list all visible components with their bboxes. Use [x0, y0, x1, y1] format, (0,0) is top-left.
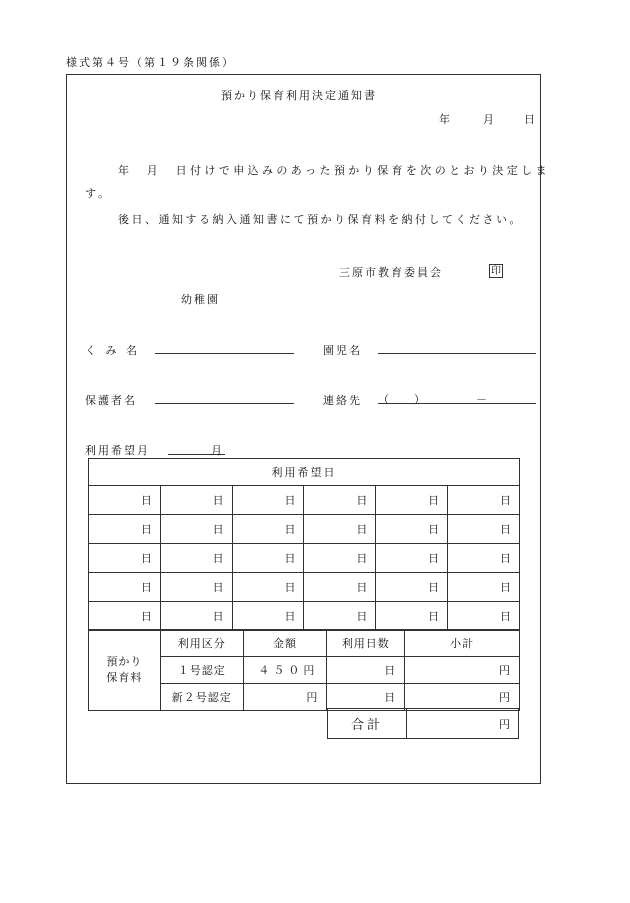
date-day: 日 [524, 113, 535, 126]
day-cell[interactable]: 日 [89, 573, 161, 602]
day-cell[interactable]: 日 [160, 515, 232, 544]
day-cell[interactable]: 日 [232, 573, 304, 602]
fee-days[interactable]: 日 [327, 684, 405, 711]
fee-days[interactable]: 日 [327, 657, 405, 684]
class-label: く み 名 [85, 344, 140, 357]
total-value[interactable]: 円 [407, 709, 519, 739]
fee-header-amount: 金額 [243, 630, 327, 657]
fee-subtotal[interactable]: 円 [405, 657, 520, 684]
day-cell[interactable]: 日 [89, 515, 161, 544]
fee-header-category: 利用区分 [160, 630, 243, 657]
day-cell[interactable]: 日 [304, 544, 376, 573]
guardian-field[interactable] [155, 403, 294, 404]
day-cell[interactable]: 日 [448, 486, 520, 515]
day-cell[interactable]: 日 [304, 486, 376, 515]
class-field[interactable] [155, 353, 294, 354]
days-table [88, 458, 520, 631]
day-cell[interactable]: 日 [160, 573, 232, 602]
day-cell[interactable]: 日 [304, 573, 376, 602]
body-line-1-cont: す。 [85, 187, 113, 200]
issuer: 三原市教育委員会 [339, 266, 443, 279]
day-cell[interactable]: 日 [376, 544, 448, 573]
fee-row-label [89, 630, 161, 711]
month-unit: 月 [211, 444, 222, 457]
day-cell[interactable]: 日 [160, 486, 232, 515]
date-month: 月 [483, 113, 494, 126]
body-line-2: 後日、通知する納入通知書にて預かり保育料を納付してください。 [118, 213, 523, 226]
day-cell[interactable]: 日 [89, 486, 161, 515]
day-cell[interactable]: 日 [376, 602, 448, 631]
fee-header-subtotal: 小計 [405, 630, 520, 657]
table-row [89, 573, 520, 602]
day-cell[interactable]: 日 [160, 544, 232, 573]
kindergarten-label: 幼稚園 [181, 293, 220, 306]
fee-table [88, 629, 520, 711]
total-table [327, 708, 519, 739]
table-row [89, 486, 520, 515]
day-cell[interactable]: 日 [160, 602, 232, 631]
fee-category: １号認定 [160, 657, 243, 684]
document-title: 預かり保育利用決定通知書 [221, 89, 377, 102]
total-label: 合計 [328, 709, 407, 739]
seal-mark: 印 [491, 266, 501, 277]
table-row [89, 630, 520, 657]
day-cell[interactable]: 日 [448, 515, 520, 544]
day-cell[interactable]: 日 [232, 515, 304, 544]
day-cell[interactable]: 日 [232, 486, 304, 515]
table-row [89, 515, 520, 544]
contact-dash: － [476, 393, 487, 406]
day-cell[interactable]: 日 [448, 602, 520, 631]
day-cell[interactable]: 日 [304, 515, 376, 544]
fee-amount: ４５０円 [243, 657, 327, 684]
contact-open-paren: （ [378, 393, 389, 406]
day-cell[interactable]: 日 [448, 573, 520, 602]
fee-header-days: 利用日数 [327, 630, 405, 657]
child-label: 園児名 [323, 344, 362, 357]
day-cell[interactable]: 日 [232, 544, 304, 573]
contact-close-paren: ） [414, 393, 425, 406]
day-cell[interactable]: 日 [376, 573, 448, 602]
table-row [89, 602, 520, 631]
child-field[interactable] [378, 353, 536, 354]
day-cell[interactable]: 日 [89, 602, 161, 631]
month-label: 利用希望月 [85, 444, 150, 457]
day-cell[interactable]: 日 [232, 602, 304, 631]
day-cell[interactable]: 日 [304, 602, 376, 631]
table-row [89, 544, 520, 573]
fee-row-label-line1: 預かり [106, 655, 143, 668]
form-number: 様式第４号（第１９条関係） [66, 56, 235, 69]
day-cell[interactable]: 日 [448, 544, 520, 573]
date-year: 年 [439, 113, 450, 126]
guardian-label: 保護者名 [85, 394, 137, 407]
days-table-header: 利用希望日 [89, 459, 520, 486]
fee-amount[interactable]: 円 [243, 684, 327, 711]
day-cell[interactable]: 日 [89, 544, 161, 573]
body-line-1: 年 月 日付けで申込みのあった預かり保育を次のとおり決定しま [118, 164, 550, 177]
fee-subtotal[interactable]: 円 [405, 684, 520, 711]
day-cell[interactable]: 日 [376, 486, 448, 515]
contact-field[interactable] [378, 403, 536, 404]
fee-category: 新２号認定 [160, 684, 243, 711]
contact-label: 連絡先 [323, 394, 362, 407]
fee-row-label-line2: 保育料 [106, 671, 143, 684]
day-cell[interactable]: 日 [376, 515, 448, 544]
